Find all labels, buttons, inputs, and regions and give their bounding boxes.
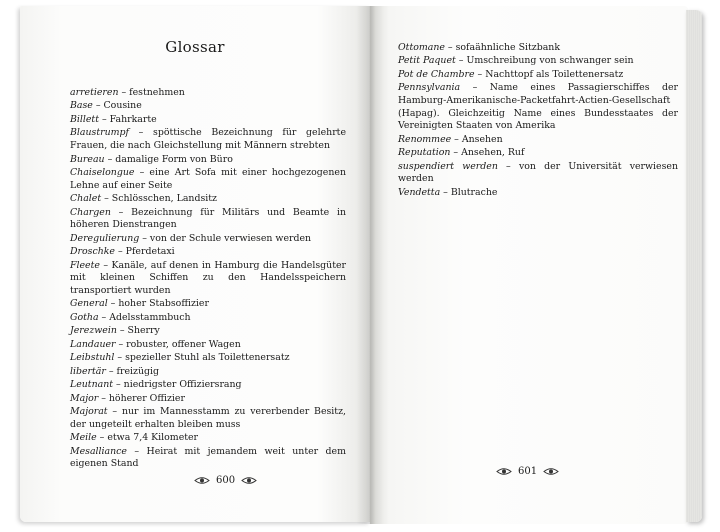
glossary-term: Majorat xyxy=(70,406,108,418)
glossary-entry xyxy=(70,167,346,192)
glossary-definition: Nachttopf als Toilettenersatz xyxy=(485,68,624,80)
glossary-entry-text xyxy=(70,406,346,431)
glossary-definition: Ansehen, Ruf xyxy=(461,147,525,159)
glossary-entry-text xyxy=(70,366,346,379)
glossary-definition: niedrigster Offiziersrang xyxy=(123,379,242,391)
glossary-entry-text xyxy=(70,167,346,192)
eye-ornament-icon xyxy=(241,476,257,485)
glossary-entry xyxy=(70,446,346,471)
glossary-term: Meile xyxy=(70,432,97,444)
term-separator: – xyxy=(114,352,126,364)
glossary-entry-text xyxy=(70,446,346,471)
glossary-entry xyxy=(70,432,346,445)
glossary-term: Chargen xyxy=(70,206,111,218)
glossary-entry-text xyxy=(398,161,678,186)
glossary-entry xyxy=(398,42,678,55)
glossary-definition: hoher Stabsoffizier xyxy=(118,298,209,310)
term-separator: – xyxy=(118,87,130,98)
glossary-term: suspendiert werden xyxy=(398,160,498,172)
glossary-entry xyxy=(70,193,346,206)
eye-ornament-icon xyxy=(496,467,512,476)
glossary-entry-text xyxy=(70,100,346,113)
glossary-entry xyxy=(398,82,678,132)
term-separator: – xyxy=(114,246,126,258)
glossary-definition: Umschreibung von schwanger sein xyxy=(466,55,634,67)
glossary-term: Renommee xyxy=(398,133,452,145)
glossary-entry-text xyxy=(398,187,678,200)
page-footer-left xyxy=(194,475,257,486)
glossary-entry xyxy=(70,127,346,152)
glossary-entry xyxy=(70,393,346,406)
glossary-definition: von der Schule verwiesen werden xyxy=(149,232,312,244)
glossary-definition: robuster, offener Wagen xyxy=(126,338,241,350)
glossary-entry-text xyxy=(70,233,346,246)
glossary-term: libertär xyxy=(70,365,106,377)
glossary-entry-text xyxy=(70,193,346,206)
glossary-definition: Heirat mit jemandem weit unter dem eigenen Stand xyxy=(70,445,346,470)
glossary-definition: spezieller Stuhl als Toilettenersatz xyxy=(125,352,290,364)
term-separator: – xyxy=(450,147,462,159)
term-separator: – xyxy=(134,167,150,179)
glossary-term: Bureau xyxy=(70,153,105,165)
glossary-entry xyxy=(70,87,346,100)
glossary-term: Fleete xyxy=(70,259,100,271)
term-separator: – xyxy=(497,160,519,172)
glossary-entry-text xyxy=(70,312,346,325)
term-separator: – xyxy=(105,365,117,377)
glossary-term: Landauer xyxy=(70,338,116,350)
term-separator: – xyxy=(110,206,132,218)
glossary-term: Reputation xyxy=(398,147,451,159)
glossary-entry-text xyxy=(70,246,346,259)
glossary-entry xyxy=(398,134,678,147)
glossary-entry xyxy=(70,366,346,379)
glossary-entry xyxy=(70,154,346,167)
glossary-entry xyxy=(398,187,678,200)
glossary-definition: freizügig xyxy=(116,365,160,377)
glossary-entry-text xyxy=(70,352,346,365)
term-separator: – xyxy=(139,232,150,244)
glossary-definition: Bezeichnung für Militärs und Beamte in höheren Dienstrangen xyxy=(70,206,346,231)
term-separator: – xyxy=(455,55,467,67)
glossary-term: Gotha xyxy=(70,311,99,323)
page-edges xyxy=(686,10,702,522)
glossary-entry-text xyxy=(70,207,346,232)
glossary-entry-text xyxy=(70,393,346,406)
glossary-entry xyxy=(70,233,346,246)
glossary-term: Vendetta xyxy=(398,186,441,198)
glossary-term: Deregulierung xyxy=(70,232,140,244)
glossary-definition: Cousine xyxy=(103,100,142,112)
glossary-entry-text xyxy=(398,147,678,160)
eye-ornament-icon xyxy=(194,476,210,485)
glossary-entry-text xyxy=(70,87,346,100)
glossary-entry-text xyxy=(70,127,346,152)
glossary-definition: Blutrache xyxy=(450,186,498,198)
glossary-entry-text xyxy=(398,55,678,68)
glossary-entry xyxy=(70,114,346,127)
glossary-entry xyxy=(70,379,346,392)
term-separator: – xyxy=(460,82,490,94)
term-separator: – xyxy=(98,113,110,125)
term-separator: – xyxy=(444,42,456,53)
glossary-definition: Sherry xyxy=(127,325,160,337)
glossary-entry xyxy=(70,339,346,352)
glossary-entry xyxy=(398,161,678,186)
glossary-entry xyxy=(398,147,678,160)
term-separator: – xyxy=(104,153,116,165)
left-page xyxy=(20,6,370,522)
term-separator: – xyxy=(96,432,108,444)
glossary-term: Petit Paquet xyxy=(398,55,456,67)
glossary-definition: Schlösschen, Landsitz xyxy=(111,193,217,205)
term-separator: – xyxy=(107,406,122,418)
glossary-term: Pot de Chambre xyxy=(398,68,475,80)
glossary-entry-text xyxy=(70,260,346,298)
glossary-entry-text xyxy=(398,134,678,147)
glossary-definition: nur im Mannesstamm zu vererbender Besitz, der ungeteilt erhalten bleiben muss xyxy=(70,406,346,430)
glossary-term: Droschke xyxy=(70,246,115,258)
glossary-definition: Adelsstammbuch xyxy=(109,311,191,323)
glossary-entry-text xyxy=(398,82,678,132)
page-number: 600 xyxy=(216,475,236,486)
glossary-entry-text xyxy=(70,298,346,311)
glossary-entry-text xyxy=(70,154,346,167)
glossary-entry xyxy=(70,312,346,325)
term-separator: – xyxy=(92,100,104,112)
glossary-definition: spöttische Bezeichnung für gelehrte Frauen, die nach Gleichstellung mit Männern strebten xyxy=(70,127,346,152)
glossary-entry xyxy=(70,325,346,338)
glossary-definition: Kanäle, auf denen in Hamburg die Handelsgüter mit kleinen Schiffen zu den Handelsspeichern transportiert wurden xyxy=(70,259,346,296)
glossary-list-left xyxy=(70,87,346,472)
term-separator: – xyxy=(98,311,110,323)
eye-ornament-icon xyxy=(543,467,559,476)
glossary-definition: Pferdetaxi xyxy=(125,246,175,258)
glossary-term: Major xyxy=(70,392,99,404)
page-number: 601 xyxy=(518,466,538,477)
term-separator: – xyxy=(115,338,127,350)
glossary-entry xyxy=(70,260,346,298)
glossary-term: General xyxy=(70,298,108,310)
glossary-term: Mesalliance xyxy=(70,445,127,457)
glossary-entry xyxy=(70,298,346,311)
glossary-entry xyxy=(398,69,678,82)
glossary-entry-text xyxy=(70,379,346,392)
glossary-entry-text xyxy=(70,432,346,445)
glossary-entry xyxy=(70,207,346,232)
glossary-entry xyxy=(70,246,346,259)
glossary-term: Ottomane xyxy=(398,42,445,53)
term-separator: – xyxy=(107,298,119,310)
glossary-definition: Fahrkarte xyxy=(109,113,157,125)
term-separator: – xyxy=(116,325,128,337)
glossary-definition: eine Art Sofa mit einer hochgezogenen Lehne auf einer Seite xyxy=(70,167,346,191)
glossary-term: Blaustrumpf xyxy=(70,127,129,139)
glossary-definition: Ansehen xyxy=(461,133,503,145)
glossary-list-right xyxy=(398,42,678,200)
glossary-term: Leibstuhl xyxy=(70,352,115,364)
term-separator: – xyxy=(126,445,147,457)
glossary-term: arretieren xyxy=(70,87,119,98)
glossary-definition: damalige Form von Büro xyxy=(115,153,233,165)
glossary-entry-text xyxy=(70,325,346,338)
glossary-term: Chaiselongue xyxy=(70,167,135,179)
glossary-entry xyxy=(70,100,346,113)
glossary-entry xyxy=(398,55,678,68)
glossary-term: Jerezwein xyxy=(70,325,117,337)
page-title: Glossar xyxy=(165,38,225,56)
glossary-entry-text xyxy=(398,42,678,55)
glossary-definition: etwa 7,4 Kilometer xyxy=(107,432,199,444)
right-page xyxy=(370,6,688,524)
glossary-definition: festnehmen xyxy=(129,87,185,98)
term-separator: – xyxy=(440,186,451,198)
glossary-term: Billett xyxy=(70,113,99,125)
glossary-definition: höherer Offizier xyxy=(108,392,185,404)
glossary-term: Base xyxy=(70,100,93,112)
glossary-entry-text xyxy=(70,114,346,127)
glossary-definition: sofaähnliche Sitzbank xyxy=(455,42,561,53)
term-separator: – xyxy=(474,68,486,80)
glossary-entry-text xyxy=(70,339,346,352)
page-footer-right xyxy=(496,466,559,477)
term-separator: – xyxy=(98,392,109,404)
term-separator: – xyxy=(451,133,462,145)
term-separator: – xyxy=(113,379,124,391)
glossary-definition: Name eines Passagierschiffes der Hamburg-Amerikanische-Packetfahrt-Actien-Gesellschaft (Hapag). Gleichzeitig Name eines Bundesstaates der Vereinigten Staaten von Amerika xyxy=(398,82,678,132)
glossary-entry xyxy=(70,406,346,431)
glossary-term: Pennsylvania xyxy=(398,82,461,94)
term-separator: – xyxy=(99,259,112,271)
glossary-entry xyxy=(70,352,346,365)
glossary-definition: von der Universität verwiesen werden xyxy=(398,160,678,185)
glossary-term: Leutnant xyxy=(70,379,114,391)
glossary-entry-text xyxy=(398,69,678,82)
term-separator: – xyxy=(101,193,112,205)
glossary-term: Chalet xyxy=(70,193,102,205)
term-separator: – xyxy=(128,127,154,139)
